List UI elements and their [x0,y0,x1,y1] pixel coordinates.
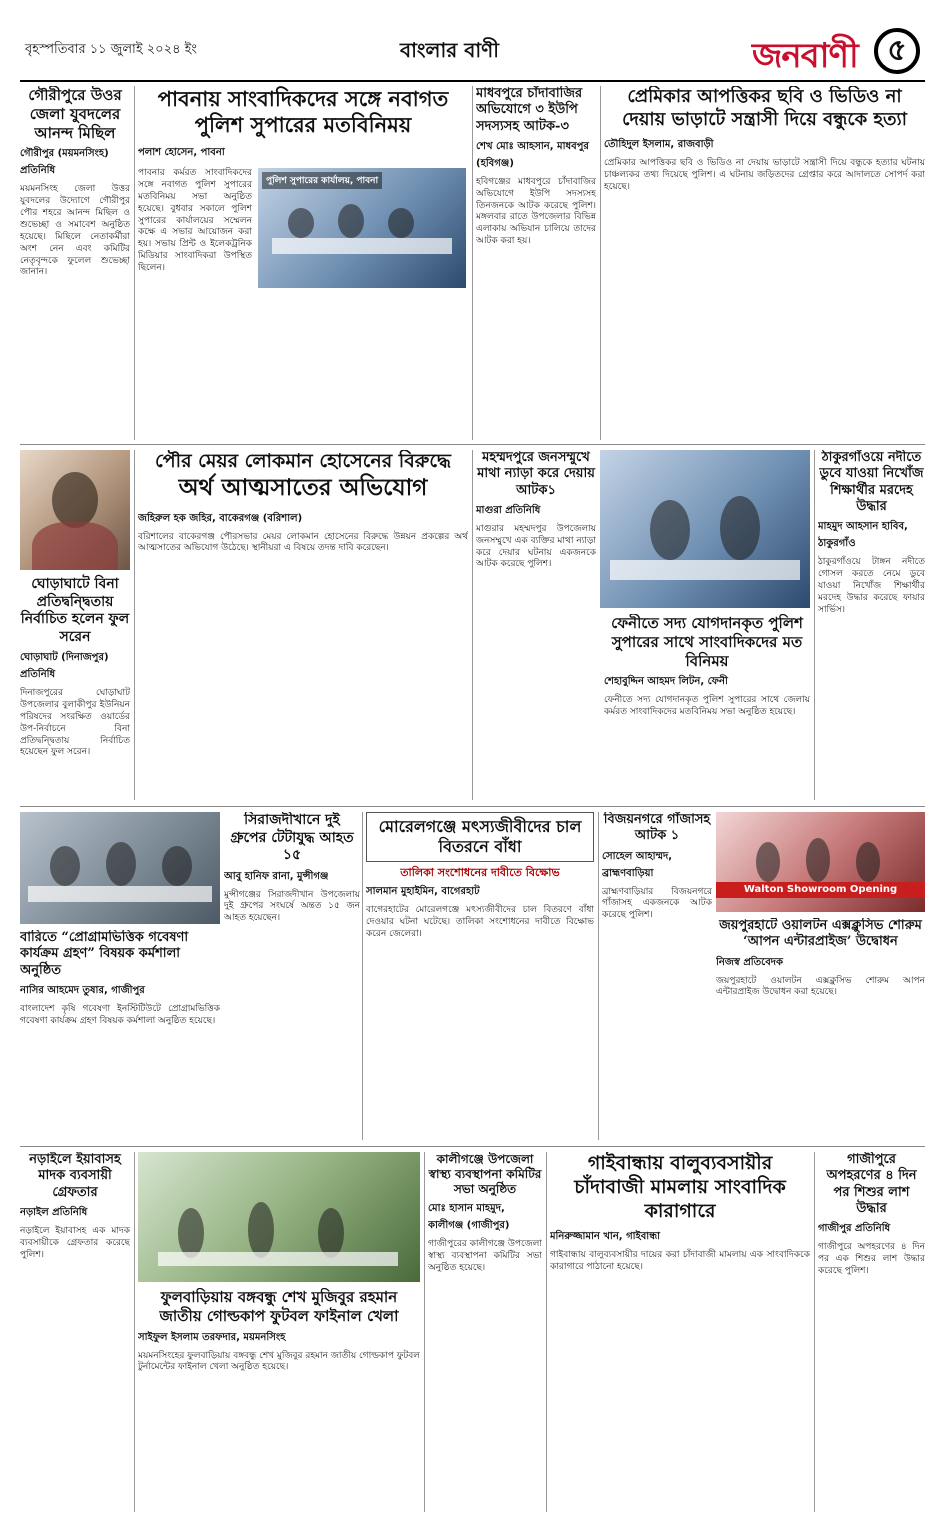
story-pabna [138,86,468,440]
story-thakurgaon [818,450,925,800]
headline: নড়াইলে ইয়াবাসহ মাদক ব্যবসায়ী গ্রেফতার [29,1152,121,1200]
headline: কালীগঞ্জে উপজেলা স্বাস্থ্য ব্যবস্থাপনা কমিটির সভা অনুষ্ঠিত [428,1152,542,1196]
logo-text: জনবাণী [752,36,858,76]
byline: ঘোড়াঘাট (দিনাজপুর) প্রতিনিধি [20,652,109,680]
article-body: গাজীপুরের কালীগঞ্জে উপজেলা স্বাস্থ্য ব্যবস্থাপনা কমিটির সভা অনুষ্ঠিত হয়েছে। [428,1239,542,1273]
byline: সোহেল আহাম্মদ, ব্রাহ্মণবাড়িয়া [602,850,673,879]
article-body: বাগেরহাটের মোরেলগঞ্জে মৎস্যজীবীদের চাল বিতরণে বাঁধা দেওয়ার ঘটনা ঘটেছে। তালিকা সংশোধনের দাবীতে বিক্ষোভ করেন জেলেরা। [366,904,594,939]
story-siraj [224,812,360,962]
byline: তৌহিদুল ইসলাম, রাজবাড়ী [604,139,714,150]
pabna-meeting-photo [258,168,466,288]
story-phulbaria [138,1288,420,1512]
story-mohammadpur [476,450,596,650]
headline: গৌরীপুরে উওর জেলা যুবদলের আনন্দ মিছিল [28,86,122,142]
janobani-logo [752,30,920,74]
headline: ঘোড়াঘাটে বিনা প্রতিদ্বন্দ্বিতায় নির্বাচিত হলেন ফুল সরেন [20,576,130,645]
column-rule [472,86,473,440]
story-kaliganj [428,1152,542,1512]
story-mayor [138,450,468,800]
byline: পলাশ হোসেন, পাবনা [138,146,225,158]
column-rule [134,1152,135,1512]
story-gouripur [20,86,130,440]
article-body: ঠাকুরগাঁওয়ে টাঙ্গন নদীতে গোসল করতে নেমে ডুবে যাওয়া নিখোঁজ শিক্ষার্থীর মরদেহ উদ্ধার করেছে ফায়ার সার্ভিস। [818,557,925,615]
byline: নড়াইল প্রতিনিধি [20,1206,88,1218]
story-joypurhat [716,918,925,1140]
photo-caption: পুলিশ সুপারের কার্যালয়, পাবনা [262,172,382,189]
headline: ফেনীতে সদ্য যোগদানকৃত পুলিশ সুপারের সাথে সাংবাদিকদের মত বিনিময় [611,614,803,670]
story-gaibandha [550,1152,810,1512]
column-rule [134,86,135,440]
article-body: গাইবান্ধায় বালুব্যবসায়ীর দায়ের করা চাঁদাবাজী মামলায় এক সাংবাদিককে কারাগারে পাঠানো হয়েছে। [550,1250,810,1273]
byline: মাহমুদ আহসান হাবিব, ঠাকুরগাঁও [818,521,908,549]
article-body: নড়াইলে ইয়াবাসহ এক মাদক ব্যবসায়ীকে গ্রেফতার করেছে পুলিশ। [20,1225,130,1260]
story-feni [604,614,810,800]
article-body: দিনাজপুরের ঘোড়াঘাট উপজেলার বুলাকীপুর ইউনিয়ন পরিষদের সংরক্ষিত ওয়ার্ডের উপ-নির্বাচনে বিনা প্রতিদ্বন্দ্বিতায় নির্বাচিত হয়েছেন ফুল সরেন। [20,688,130,758]
byline: মোঃ হাসান মাহমুদ, কালীগঞ্জ (গাজীপুর) [428,1203,510,1231]
headline-line-1: পৌর মেয়র লোকমান হোসেনের বিরুদ্ধে [155,450,451,472]
portrait-photo [20,450,130,570]
article-body: জয়পুরহাটে ওয়ালটন এক্সক্লুসিভ শোরুম আপন এন্টারপ্রাইজ উদ্বোধন করা হয়েছে। [716,975,925,998]
headline: গাইবান্ধায় বালুব্যবসায়ীর চাঁদাবাজী মামলায় সাংবাদিক কারাগারে [574,1152,786,1222]
byline: নাসির আহমেদ তুষার, গাজীপুর [20,984,145,996]
headline: প্রেমিকার আপত্তিকর ছবি ও ভিডিও না দেয়ায় ভাড়াটে সন্ত্রাসী দিয়ে বন্ধুকে হত্যা [622,86,907,130]
feni-press-photo [600,450,810,608]
byline: জহিরুল হক জহির, বাকেরগঞ্জ (বরিশাল) [138,512,303,524]
byline: শেহাবুদ্দিন আহমদ লিটন, ফেনী [604,676,728,688]
column-rule [546,1152,547,1512]
column-rule [134,450,135,800]
byline: মনিরুজ্জামান খান, গাইবান্ধা [550,1231,661,1243]
walton-banner: Walton Showroom Opening [716,882,925,898]
byline: শেখ মোঃ আহসান, মাধবপুর (হবিগঞ্জ) [476,140,589,169]
story-bijoynagar [602,812,712,1140]
headline: বিজয়নগরে গাঁজাসহ আটক ১ [603,812,711,844]
headline: সিরাজদীখানে দুই গ্রুপের টেটাযুদ্ধ আহত ১৫ [230,812,354,863]
story-madhabpur [476,86,596,440]
story-ghoraghat [20,450,130,800]
column-rule [814,450,815,800]
column-rule [424,1152,425,1512]
article-body: মাগুরার মহম্মদপুর উপজেলায় জনসম্মুখে এক ব্যক্তির মাথা ন্যাড়া করে দেয়ার ঘটনায় একজনকে আটক করেছে পুলিশ। [476,523,596,570]
column-rule [600,86,601,440]
headline: বারিতে “প্রোগ্রামভিত্তিক গবেষণা কার্যক্রম গ্রহণ” বিষয়ক কর্মশালা অনুষ্ঠিত [20,930,189,978]
article-body: ময়মনসিংহ জেলা উত্তর যুবদলের উদ্যোগে গৌরীপুর পৌর শহরে আনন্দ মিছিল ও শুভেচ্ছা ও সমাবেশ অনুষ্ঠিত হয়েছে। মিছিলে নেতাকর্মীরা অংশ নেন এবং কমিটির নেতৃবৃন্দকে ফুলেল শুভেচ্ছা জানান। [20,184,130,278]
row-rule [20,806,925,807]
football-final-photo [138,1152,420,1282]
byline: আবু হানিফ রানা, মুন্সীগঞ্জ [224,870,329,882]
story-gazipur [818,1152,925,1512]
article-body: বাংলাদেশ কৃষি গবেষণা ইনস্টিটিউটে প্রোগ্রামভিত্তিক গবেষণা কার্যক্রম গ্রহণ বিষয়ক কর্মশালা অনুষ্ঠিত হয়েছে। [20,1003,220,1026]
headline: জয়পুরহাটে ওয়ালটন এক্সক্লুসিভ শোরুম ‘আপন এন্টারপ্রাইজ’ উদ্বোধন [719,918,922,950]
headline-line-2: অর্থ আত্মসাতের অভিযোগ [178,473,428,501]
article-body: ব্রাহ্মণবাড়িয়ার বিজয়নগরে গাঁজাসহ একজনকে আটক করেছে পুলিশ। [602,886,712,921]
masthead [0,0,945,78]
article-body: প্রেমিকার আপত্তিকর ছবি ও ভিডিও না দেয়ায় ভাড়াটে সন্ত্রাসী দিয়ে বন্ধুকে হত্যার ঘটনায় চাঞ্চল্যকর তথ্য দিয়েছে পুলিশ। এ ঘটনায় জড়িতদের গ্রেপ্তার করে আদালতে সোপর্দ করা হয়েছে। [604,158,925,192]
row-rule [20,1146,925,1147]
row-rule [20,444,925,445]
issue-date: বৃহস্পতিবার ১১ জুলাই ২০২৪ ইং [25,42,198,57]
column-rule [598,812,599,1140]
article-body: হবিগঞ্জের মাধবপুরে চাঁদাবাজির অভিযোগে ইউপি সদস্যসহ তিনজনকে আটক করেছে পুলিশ। মঙ্গলবার রাতে উপজেলার বিভিন্ন এলাকায় অভিযান চালিয়ে তাদের আটক করা হয়। [476,176,596,247]
headline: ফুলবাড়িয়ায় বঙ্গবন্ধু শেখ মুজিবুর রহমান জাতীয় গোল্ডকাপ ফুটবল ফাইনাল খেলা [159,1288,399,1325]
headline: ঠাকুরগাঁওয়ে নদীতে ডুবে যাওয়া নিখোঁজ শিক্ষার্থীর মরদেহ উদ্ধার [819,450,924,514]
article-body: বরিশালের বাকেরগঞ্জ পৌরসভার মেয়র লোকমান হোসেনের বিরুদ্ধে উন্নয়ন প্রকল্পের অর্থ আত্মসাতের অভিযোগ উঠেছে। স্থানীয়রা এ বিষয়ে তদন্ত দাবি করেছেন। [138,531,468,554]
column-rule [814,1152,815,1512]
headline: মোরেলগঞ্জে মৎস্যজীবীদের চাল বিতরনে বাঁধা [366,812,594,862]
byline: মাগুরা প্রতিনিধি [476,504,541,516]
page-number: ৫ [874,28,920,74]
byline: সাইফুল ইসলাম তরফদার, ময়মনসিংহ [138,1331,286,1343]
byline: সালমান মুহাইমিন, বাগেরহাট [366,885,480,897]
article-body: গাজীপুরে অপহরণের ৪ দিন পর এক শিশুর লাশ উদ্ধার করেছে পুলিশ। [818,1242,925,1276]
article-body: পাবনার কর্মরত সাংবাদিকদের সঙ্গে নবাগত পুলিশ সুপারের মতবিনিময় সভা অনুষ্ঠিত হয়েছে। বুধবার সকালে পুলিশ সুপারের কার্যালয়ের সম্মেলন কক্ষে এ সভার আয়োজন করা হয়। সভায় প্রিন্ট ও ইলেকট্রনিক মিডিয়ার সাংবাদিকরা উপস্থিত ছিলেন। [138,168,252,273]
story-bari [20,930,220,1130]
article-body: মুন্সীগঞ্জের সিরাজদীখান উপজেলায় দুই গ্রুপের সংঘর্ষে অন্তত ১৫ জন আহত হয়েছেন। [224,889,360,924]
byline: নিজস্ব প্রতিবেদক [716,956,784,968]
headline: মহম্মদপুরে জনসম্মুখে মাথা ন্যাড়া করে দেয়ায় আটক১ [477,450,595,498]
story-premika [604,86,925,440]
walton-showroom-photo [716,812,925,912]
byline: গাজীপুর প্রতিনিধি [818,1223,891,1234]
bari-workshop-photo [20,812,220,924]
article-body: ময়মনসিংহের ফুলবাড়িয়ায় বঙ্গবন্ধু শেখ মুজিবুর রহমান জাতীয় গোল্ডকাপ ফুটবল টুর্নামেন্টের ফাইনাল খেলা অনুষ্ঠিত হয়েছে। [138,1350,420,1373]
headline: পাবনায় সাংবাদিকদের সঙ্গে নবাগত পুলিশ সুপারের মতবিনিময় [157,86,449,138]
article-body: ফেনীতে সদ্য যোগদানকৃত পুলিশ সুপারের সাথে জেলায় কর্মরত সাংবাদিকদের মতবিনিময় সভা অনুষ্ঠিত হয়েছে। [604,695,810,718]
byline: গৌরীপুর (ময়মনসিংহ) প্রতিনিধি [20,148,109,177]
masthead-rule [20,80,925,82]
paper-name: বাংলার বাণী [400,38,499,62]
subhead: তালিকা সংশোধনের দাবীতে বিক্ষোভ [400,866,560,879]
story-narail [20,1152,130,1512]
column-rule [472,450,473,800]
headline: মাধবপুরে চাঁদাবাজির অভিযোগে ৩ ইউপি সদস্যসহ আটক-৩ [476,86,583,134]
story-morelganj [366,812,594,1140]
column-rule [362,812,363,1140]
headline: গাজীপুরে অপহরণের ৪ দিন পর শিশুর লাশ উদ্ধার [826,1152,917,1216]
